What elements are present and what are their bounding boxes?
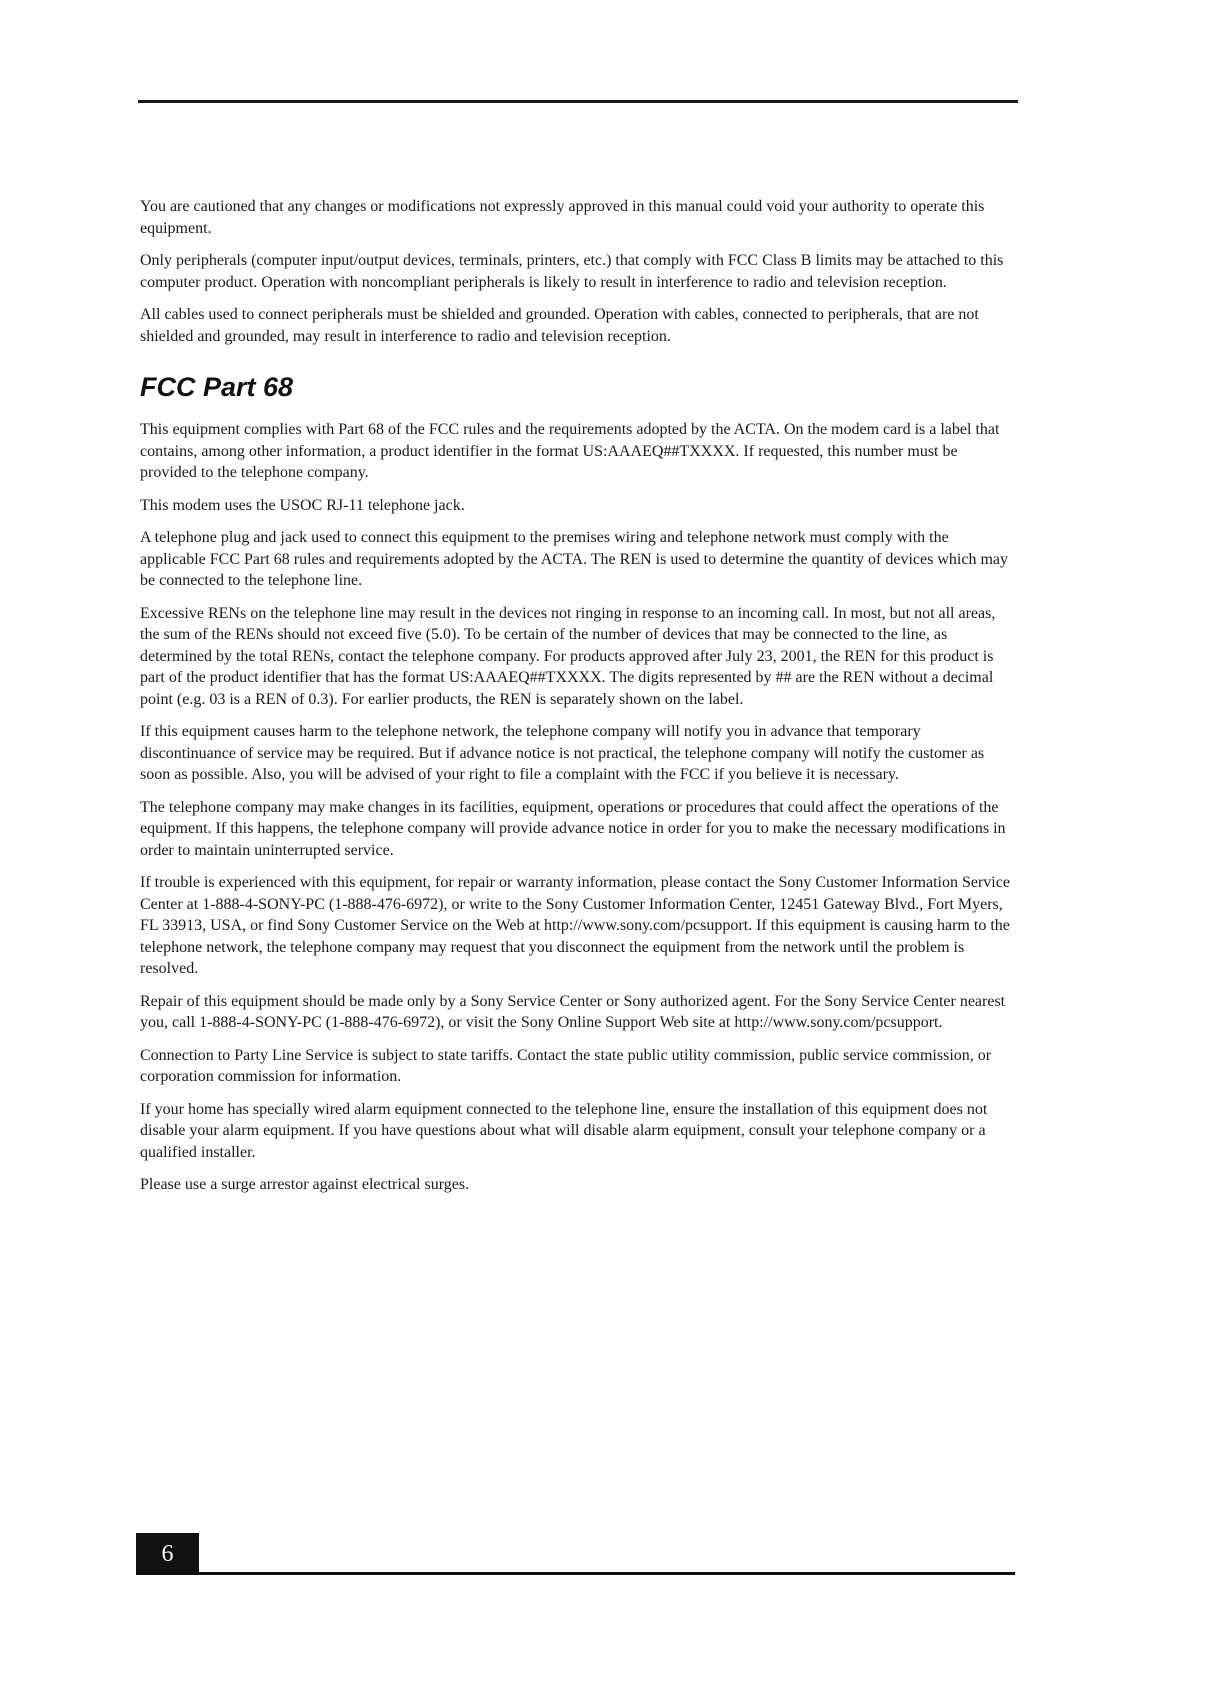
intro-paragraph-2: Only peripherals (computer input/output devices, terminals, printers, etc.) that comply with FCC Class B limits may be attached to this computer product. Operation with noncompliant peripherals is likely to result in interference to radio and television reception. <box>140 252 1004 291</box>
section-heading: FCC Part 68 <box>140 372 294 402</box>
page-content <box>140 196 1016 1207</box>
section-paragraph-4: Excessive RENs on the telephone line may result in the devices not ringing in response to an incoming call. In most, but not all areas, the sum of the RENs should not exceed five (5.0). To be certain of the number of devices that may be connected to the line, as determined by the total RENs, contact the telephone company. For products approved after July 23, 2001, the REN for this product is part of the product identifier that has the format US:AAAEQ##TXXXX. The digits represented by ## are the REN without a decimal point (e.g. 03 is a REN of 0.3). For earlier products, the REN is separately shown on the label. <box>140 604 996 708</box>
section-paragraph-11: Please use a surge arrestor against electrical surges. <box>140 1176 470 1193</box>
section-paragraph-6: The telephone company may make changes in its facilities, equipment, operations or procedures that could affect the operations of the equipment. If this happens, the telephone company will provide advance notice in order for you to make the necessary modifications in order to maintain uninterrupted service. <box>140 798 1006 859</box>
section-paragraph-8: Repair of this equipment should be made only by a Sony Service Center or Sony authorized agent. For the Sony Service Center nearest you, call 1-888-4-SONY-PC (1-888-476-6972), or visit the Sony Online Support Web site at http://www.sony.com/pcsupport. <box>140 992 1006 1031</box>
footer-rule <box>199 1572 1015 1575</box>
section-paragraph-10: If your home has specially wired alarm equipment connected to the telephone line, ensure the installation of this equipment does not disable your alarm equipment. If you have questions about what will disable alarm equipment, consult your telephone company or a qualified installer. <box>140 1100 988 1161</box>
header-rule <box>138 100 1018 103</box>
intro-paragraph-1: You are cautioned that any changes or modifications not expressly approved in this manual could void your authority to operate this equipment. <box>140 198 985 237</box>
section-paragraph-9: Connection to Party Line Service is subject to state tariffs. Contact the state public utility commission, public service commission, or corporation commission for information. <box>140 1046 992 1085</box>
intro-paragraph-3: All cables used to connect peripherals must be shielded and grounded. Operation with cables, connected to peripherals, that are not shielded and grounded, may result in interference to radio and television reception. <box>140 306 979 345</box>
section-paragraph-7: If trouble is experienced with this equipment, for repair or warranty information, please contact the Sony Customer Information Service Center at 1-888-4-SONY-PC (1-888-476-6972), or write to the Sony Customer Information Center, 12451 Gateway Blvd., Fort Myers, FL 33913, USA, or find Sony Customer Service on the Web at http://www.sony.com/pcsupport. If this equipment is causing harm to the telephone network, the telephone company may request that you disconnect the equipment from the network until the problem is resolved. <box>140 874 1010 977</box>
section-paragraph-2: This modem uses the USOC RJ-11 telephone jack. <box>140 496 465 514</box>
page-number: 6 <box>161 1541 174 1567</box>
section-paragraph-1: This equipment complies with Part 68 of the FCC rules and the requirements adopted by the ACTA. On the modem card is a label that contains, among other information, a product identifier in the format US:AAAEQ##TXXXX. If requested, this number must be provided to the telephone company. <box>140 421 1000 481</box>
section-paragraph-3: A telephone plug and jack used to connect this equipment to the premises wiring and telephone network must comply with the applicable FCC Part 68 rules and requirements adopted by the ACTA. The REN is used to determine the quantity of devices which may be connected to the telephone line. <box>140 529 1009 589</box>
section-paragraph-5: If this equipment causes harm to the telephone network, the telephone company will notify you in advance that temporary discontinuance of service may be required. But if advance notice is not practical, the telephone company will notify the customer as soon as possible. Also, you will be advised of your right to file a complaint with the FCC if you believe it is necessary. <box>140 723 985 783</box>
